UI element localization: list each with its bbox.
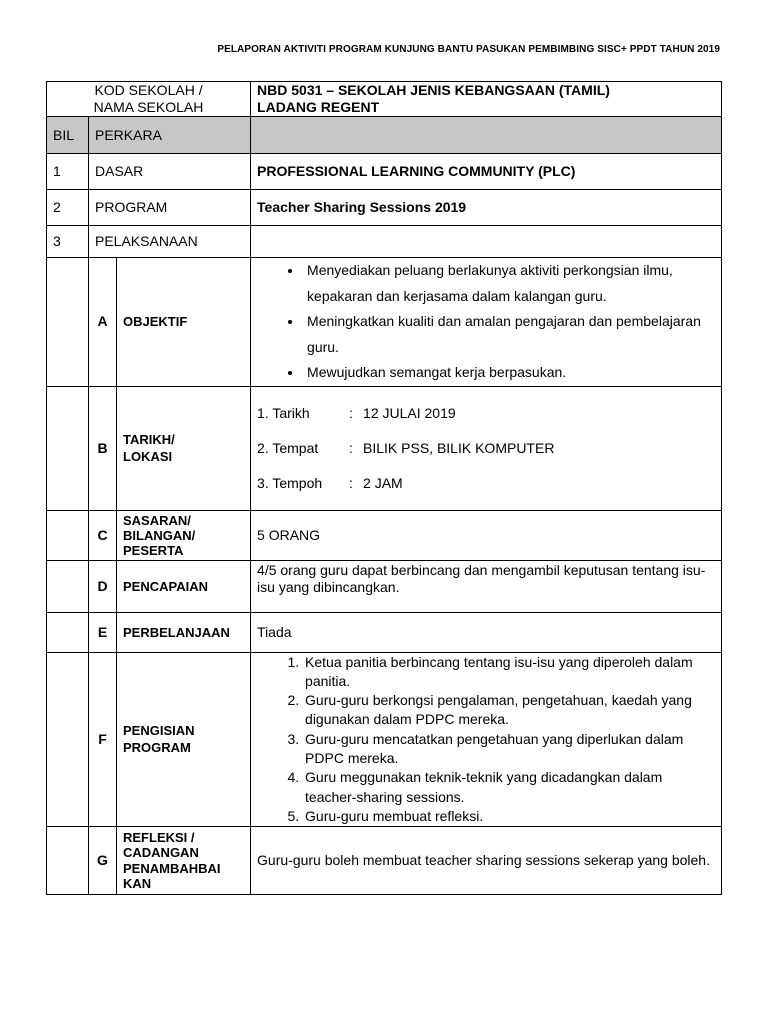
section-letter: C [89, 510, 117, 560]
blank-cell [47, 386, 89, 510]
table-row [47, 154, 722, 190]
section-value: Tiada [251, 612, 722, 652]
colon-separator: : [349, 404, 353, 421]
section-label [117, 510, 251, 560]
item-label: 2. Tempat [257, 439, 319, 456]
list-item: 5. Guru-guru membuat refleksi. [303, 807, 715, 826]
section-c-row [47, 510, 722, 560]
list-item: 4. Guru meggunakan teknik-teknik yang dicadangkan dalam teacher-sharing sessions. [303, 768, 715, 807]
section-letter: G [89, 827, 117, 895]
school-value-cell [251, 82, 722, 117]
list-item [257, 466, 715, 501]
item-label: 3. Tempoh [257, 474, 323, 491]
section-value: 5 ORANG [251, 510, 722, 560]
section-letter: A [89, 258, 117, 387]
row-value [251, 226, 722, 258]
header-perkara: PERKARA [89, 117, 251, 154]
item-value: 12 JULAI 2019 [363, 404, 456, 421]
row-label: PELAKSANAAN [89, 226, 251, 258]
school-row [47, 82, 722, 117]
list-item: • Mewujudkan semangat kerja berpasukan. [303, 360, 715, 386]
table-row [47, 190, 722, 226]
row-value: PROFESSIONAL LEARNING COMMUNITY (PLC) [251, 154, 722, 190]
row-no: 2 [47, 190, 89, 226]
blank-cell [47, 652, 89, 827]
row-value: Teacher Sharing Sessions 2019 [251, 190, 722, 226]
program-steps-list [257, 653, 715, 827]
list-item: • Menyediakan peluang berlakunya aktiviti perkongsian ilmu, kepakaran dan kerjasama dalam kalangan guru. [303, 258, 715, 309]
section-label-line: PESERTA [123, 542, 184, 558]
school-label-cell [47, 82, 251, 117]
section-letter: B [89, 386, 117, 510]
section-value: Guru-guru boleh membuat teacher sharing sessions sekerap yang boleh. [251, 827, 722, 895]
section-label-line: CADANGAN [123, 845, 199, 861]
row-label: PROGRAM [89, 190, 251, 226]
item-value: BILIK PSS, BILIK KOMPUTER [363, 439, 555, 456]
table-row [47, 226, 722, 258]
section-label-line: TARIKH/ [123, 432, 175, 447]
section-letter: E [89, 612, 117, 652]
header-bil: BIL [47, 117, 89, 154]
section-label-line: PENAMBAHBAI [123, 860, 221, 876]
section-label: OBJEKTIF [117, 258, 251, 387]
section-letter: D [89, 560, 117, 612]
section-e-row [47, 612, 722, 652]
section-b-row [47, 386, 722, 510]
school-value-line2: LADANG REGENT [257, 99, 380, 115]
section-a-row [47, 258, 722, 387]
section-letter: F [89, 652, 117, 827]
report-table [46, 81, 722, 895]
section-label-line: SASARAN/ [123, 512, 191, 528]
section-g-row [47, 827, 722, 895]
section-label-line: PENGISIAN [123, 723, 195, 739]
program-content-cell [251, 652, 722, 827]
section-label-line: KAN [123, 876, 152, 892]
row-no: 1 [47, 154, 89, 190]
school-label-line2: NAMA SEKOLAH [93, 99, 204, 115]
blank-cell [47, 258, 89, 387]
section-label-line: PROGRAM [123, 740, 191, 756]
section-label-line: BILANGAN/ [123, 527, 196, 543]
blank-cell [47, 560, 89, 612]
colon-separator: : [349, 439, 353, 456]
section-label: PERBELANJAAN [117, 612, 251, 652]
list-item: 1. Ketua panitia berbincang tentang isu-isu yang diperoleh dalam panitia. [303, 653, 715, 692]
objective-list [257, 258, 715, 386]
section-d-row [47, 560, 722, 612]
list-item: 2. Guru-guru berkongsi pengalaman, pengetahuan, kaedah yang digunakan dalam PDPC mereka. [303, 691, 715, 730]
list-item [257, 396, 715, 431]
list-item [257, 431, 715, 466]
section-value: 4/5 orang guru dapat berbincang dan mengambil keputusan tentang isu-isu yang dibincangkan. [251, 560, 722, 612]
list-item: • Meningkatkan kualiti dan amalan pengajaran dan pembelajaran guru. [303, 309, 715, 360]
header-empty [251, 117, 722, 154]
row-no: 3 [47, 226, 89, 258]
blank-cell [47, 510, 89, 560]
blank-cell [47, 827, 89, 895]
page-header: PELAPORAN AKTIVITI PROGRAM KUNJUNG BANTU PASUKAN PEMBIMBING SISC+ PPDT TAHUN 2019 [217, 44, 720, 55]
section-f-row [47, 652, 722, 827]
date-location-cell [251, 386, 722, 510]
table-header-row [47, 117, 722, 154]
section-label: PENCAPAIAN [117, 560, 251, 612]
row-label: DASAR [89, 154, 251, 190]
section-label [117, 827, 251, 895]
item-value: 2 JAM [363, 474, 403, 491]
section-label-line: LOKASI [123, 449, 173, 464]
blank-cell [47, 612, 89, 652]
list-item: 3. Guru-guru mencatatkan pengetahuan yang diperlukan dalam PDPC mereka. [303, 730, 715, 769]
colon-separator: : [349, 474, 353, 491]
school-label-line1: KOD SEKOLAH / [94, 82, 203, 98]
school-value-line1: NBD 5031 – SEKOLAH JENIS KEBANGSAAN (TAMIL) [257, 82, 610, 98]
item-label: 1. Tarikh [257, 404, 310, 421]
section-label [117, 386, 251, 510]
objective-cell [251, 258, 722, 387]
section-label-line: REFLEKSI / [123, 829, 195, 845]
section-label [117, 652, 251, 827]
